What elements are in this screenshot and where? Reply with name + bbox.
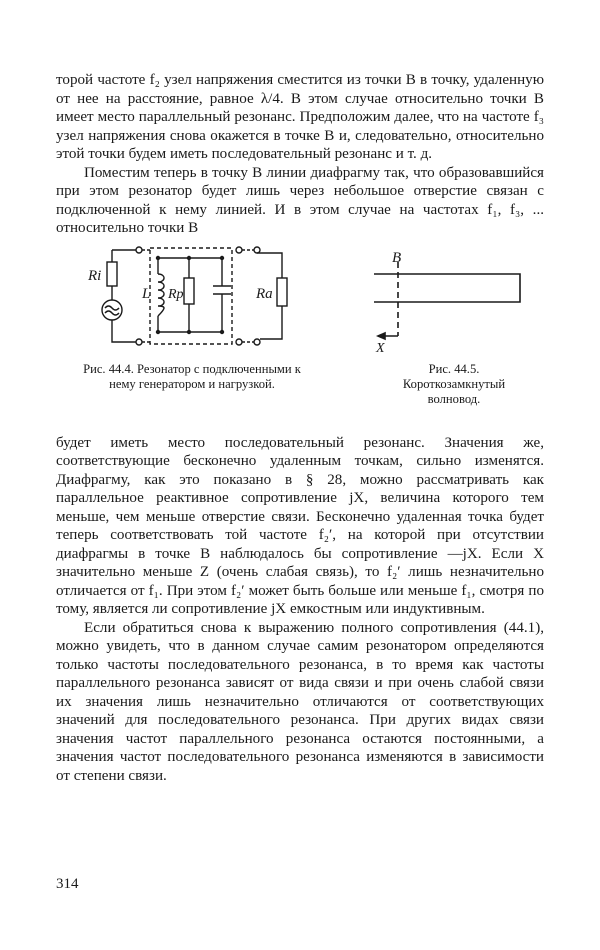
label-ra: Ra: [256, 285, 273, 302]
paragraph-4: Если обратиться снова к выражению полного сопротивления (44.1), можно увидеть, что в данном случае самим резонатором определяются только частоты последовательного резонанса, в то время как частоты параллельного резонанса зависят от вида связи и при очень слабой связи их значения лишь незначительно отличаются от соответствующих значений для последовательного резонанса. При других видах связи значения частот параллельного резонанса остаются постоянными, а значения частот последовательного резонанса изменяются в зависимости от степени связи.: [56, 619, 544, 784]
label-b: B: [392, 249, 402, 266]
figure-44-5-waveguide: [374, 250, 530, 354]
label-x: X: [376, 340, 385, 354]
figure-44-4-circuit: [72, 246, 302, 350]
figures-row: [56, 240, 544, 432]
page-content: [56, 71, 544, 785]
label-ri: Ri: [88, 267, 102, 284]
paragraph-2: Поместим теперь в точку B линии диафрагму так, что образовавшийся при этом резонатор будет лишь через небольшое отверстие связан с подключенной к нему линией. И в этом случае на частотах f₁, f₃, ... относительно точки B: [56, 164, 544, 236]
caption-figure-44-5: Рис. 44.5. Короткозамкнутый волновод.: [402, 361, 506, 406]
label-l: L: [142, 285, 151, 302]
label-rp: Rp: [168, 286, 184, 302]
page-number: 314: [56, 876, 79, 892]
paragraph-3: будет иметь место последовательный резонанс. Значения же, соответствующие бесконечно удаленным точкам, сильно изменятся. Диафрагму, как это показано в § 28, можно рассматривать как параллельное реактивное сопротивление jX, величина которого тем меньше, чем меньше отверстие связи. Бесконечно удаленная точка будет теперь соответствовать той частоте f₂′, на которой при отсутствии диафрагмы в точке B наблюдалось бы сопротивление —jX. Если X значительно меньше Z (очень слабая связь), то f₂′ лишь незначительно отличается от f₁. При этом f₂′ может быть больше или меньше f₁, смотря по тому, является ли сопротивление jX емкостным или индуктивным.: [56, 434, 544, 617]
paragraph-1: торой частоте f₂ узел напряжения сместится из точки B в точку, удаленную от нее на расстояние, равное λ/4. В этом случае относительно точки B имеет место параллельный резонанс. Предположим далее, что на частоте f₃ узел напряжения снова окажется в точке B и, следовательно, относительно этой точки будем иметь последовательный резонанс и т. д.: [56, 72, 544, 162]
caption-figure-44-4: Рис. 44.4. Резонатор с подключенными к нему генератором и нагрузкой.: [83, 361, 301, 391]
